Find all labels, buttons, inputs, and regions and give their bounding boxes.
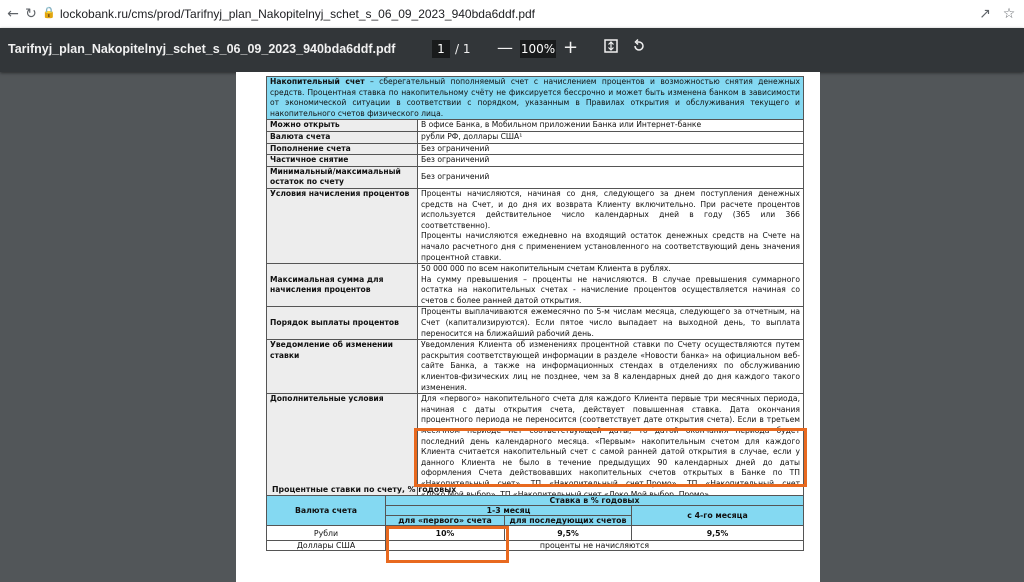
rates-first-value: 10% xyxy=(386,526,505,541)
header-strong: Накопительный счет xyxy=(270,77,365,86)
share-icon[interactable]: ↗ xyxy=(979,6,991,22)
lock-icon[interactable]: 🔒 xyxy=(42,6,56,19)
reload-icon[interactable]: ↻ xyxy=(25,6,37,22)
row-label: Можно открыть xyxy=(267,120,418,132)
row-value-paragraph: На сумму превышения – проценты не начисляются. В случае превышения суммарного остатка на накопительных счетах - начисление процентов осуществляется начиная со счетов с более ранней датой открытия. xyxy=(421,274,800,305)
browser-address-bar xyxy=(0,0,1024,29)
page-separator: / xyxy=(455,42,460,56)
rates-row xyxy=(267,541,804,551)
row-label: Уведомление об изменении ставки xyxy=(267,340,418,394)
row-value: рубли РФ, доллары США¹ xyxy=(418,131,804,143)
table-row xyxy=(267,155,804,167)
rates-months-1-3-header: 1-3 месяц xyxy=(386,506,632,516)
table-row xyxy=(267,307,804,340)
row-value: Проценты выплачиваются ежемесячно по 5-м числам месяца, следующего за отчетным, на Счет (капитализируются). Если пятое число выпадает на выходной день, то выплата переносится на ближайший рабочий день. xyxy=(418,307,804,340)
back-icon[interactable]: ← xyxy=(7,6,19,22)
row-label: Дополнительные условия xyxy=(267,394,418,501)
rates-row xyxy=(267,526,804,541)
highlight-first-account-rate xyxy=(386,526,509,563)
table-row xyxy=(267,340,804,394)
table-row xyxy=(267,143,804,155)
row-label: Условия начисления процентов xyxy=(267,188,418,263)
row-value: Уведомления Клиента об изменениях процентной ставки по Счету осуществляются путем раскрытия соответствующей информации в разделе «Новости банка» на официальном веб-сайте Банка, а также на информационных стендах в отделениях по обслуживанию клиентов-физических лиц не позднее, чем за 8 календарных дней до дня каждого такого изменения. xyxy=(418,340,804,394)
rates-currency-header: Валюта счета xyxy=(267,496,386,526)
zoom-level-input[interactable]: 100% xyxy=(520,42,556,56)
row-value: Без ограничений xyxy=(418,143,804,155)
highlight-first-account-definition xyxy=(414,428,807,487)
page-count xyxy=(455,42,471,56)
table-row xyxy=(267,188,804,263)
rates-table xyxy=(266,495,804,551)
table-row xyxy=(267,166,804,188)
row-value: Без ограничений xyxy=(418,155,804,167)
row-value: Для «первого» накопительного счета для каждого Клиента первые три месячных периода, начиная с даты открытия счета, действует повышенная ставка. Дата окончания процентного периода не переносится (соответствует дате открытия счета). Если в третьем месячном периоде нет соответствующей даты, то датой окончания периода будет последний день календарного месяца. «Первым» накопительным счетом для каждого Клиента считается накопительный счет с самой ранней датой открытия в случае, если у данного Клиента не было в течение предыдущих 90 календарных дней до даты оформления Счета действовавших накопительных счетов открытых в Банке по ТП «Накопительный счет», ТП «Накопительный счет.Промо», ТП «Накопительный счет «Локо.Мой выбор», ТП «Накопительный счет «Локо.Мой выбор. Промо». xyxy=(418,394,804,501)
rates-next-accounts-header: для последующих счетов xyxy=(505,516,632,526)
row-label: Порядок выплаты процентов xyxy=(267,307,418,340)
header-description: – сберегательный пополняемый счет с начислением процентов и возможностью снятия денежных средств. Процентная ставка по накопительному счёту не фиксируется бессрочно и может быть изменена банком в зависимости от экономической ситуации в соответствии с порядком, указанным в Правилах открытия и обслуживания текущего и накопительного счетов физического лица. xyxy=(270,77,800,118)
bookmark-star-icon[interactable]: ☆ xyxy=(1002,6,1016,22)
row-label: Валюта счета xyxy=(267,131,418,143)
row-value xyxy=(418,188,804,263)
table-row xyxy=(267,264,804,307)
row-value-paragraph: 50 000 000 по всем накопительным счетам Клиента в рублях. xyxy=(421,264,671,274)
rates-next-value: 9,5% xyxy=(505,526,632,541)
total-pages: 1 xyxy=(462,42,471,56)
zoom-in-button[interactable]: + xyxy=(563,37,579,58)
url-field[interactable]: lockobank.ru/cms/prod/Tarifnyj_plan_Nakopitelnyj_schet_s_06_09_2023_940bda6ddf.pdf xyxy=(60,7,535,21)
rates-from4-value: 9,5% xyxy=(632,526,804,541)
table-row xyxy=(267,120,804,132)
table-header-cell xyxy=(267,77,804,120)
rates-month-4-header: с 4-го месяца xyxy=(632,506,804,526)
row-label: Частичное снятие xyxy=(267,155,418,167)
row-value: Без ограничений xyxy=(418,166,804,188)
rates-merged-value: проценты не начисляются xyxy=(386,541,804,551)
row-value-paragraph: Проценты начисляются, начиная со дня, следующего за днем поступления денежных средств на Счет, и до дня их возврата Клиенту включительно. При расчете процентов используется действительное число календарных дней в году (365 или 366 соответственно). xyxy=(421,188,800,230)
pdf-page xyxy=(236,72,820,582)
row-value xyxy=(418,264,804,307)
row-value: В офисе Банка, в Мобильном приложении Банка или Интернет-банке xyxy=(418,120,804,132)
rates-title: Процентные ставки по счету, % годовых xyxy=(272,485,457,494)
rotate-icon[interactable] xyxy=(631,38,647,59)
rates-currency: Рубли xyxy=(267,526,386,541)
table-row xyxy=(267,131,804,143)
row-label: Пополнение счета xyxy=(267,143,418,155)
zoom-out-button[interactable]: — xyxy=(497,38,513,57)
row-value-paragraph: Проценты начисляются ежедневно на входящий остаток денежных средств на Счете на начало расчетного дня с применением установленного на соответствующий день значения процентной ставки. xyxy=(421,231,800,262)
rates-first-account-header: для «первого» счета xyxy=(386,516,505,526)
fit-page-icon[interactable] xyxy=(603,38,619,59)
row-label: Минимальный/максимальный остаток по счету xyxy=(267,166,418,188)
page-number-input[interactable]: 1 xyxy=(432,40,450,58)
row-label: Максимальная сумма для начисления процентов xyxy=(267,264,418,307)
rates-currency: Доллары США xyxy=(267,541,386,551)
rates-rate-header: Ставка в % годовых xyxy=(386,496,804,506)
pdf-toolbar xyxy=(0,28,1024,72)
pdf-filename: Tarifnyj_plan_Nakopitelnyj_schet_s_06_09_2023_940bda6ddf.pdf xyxy=(8,42,396,56)
